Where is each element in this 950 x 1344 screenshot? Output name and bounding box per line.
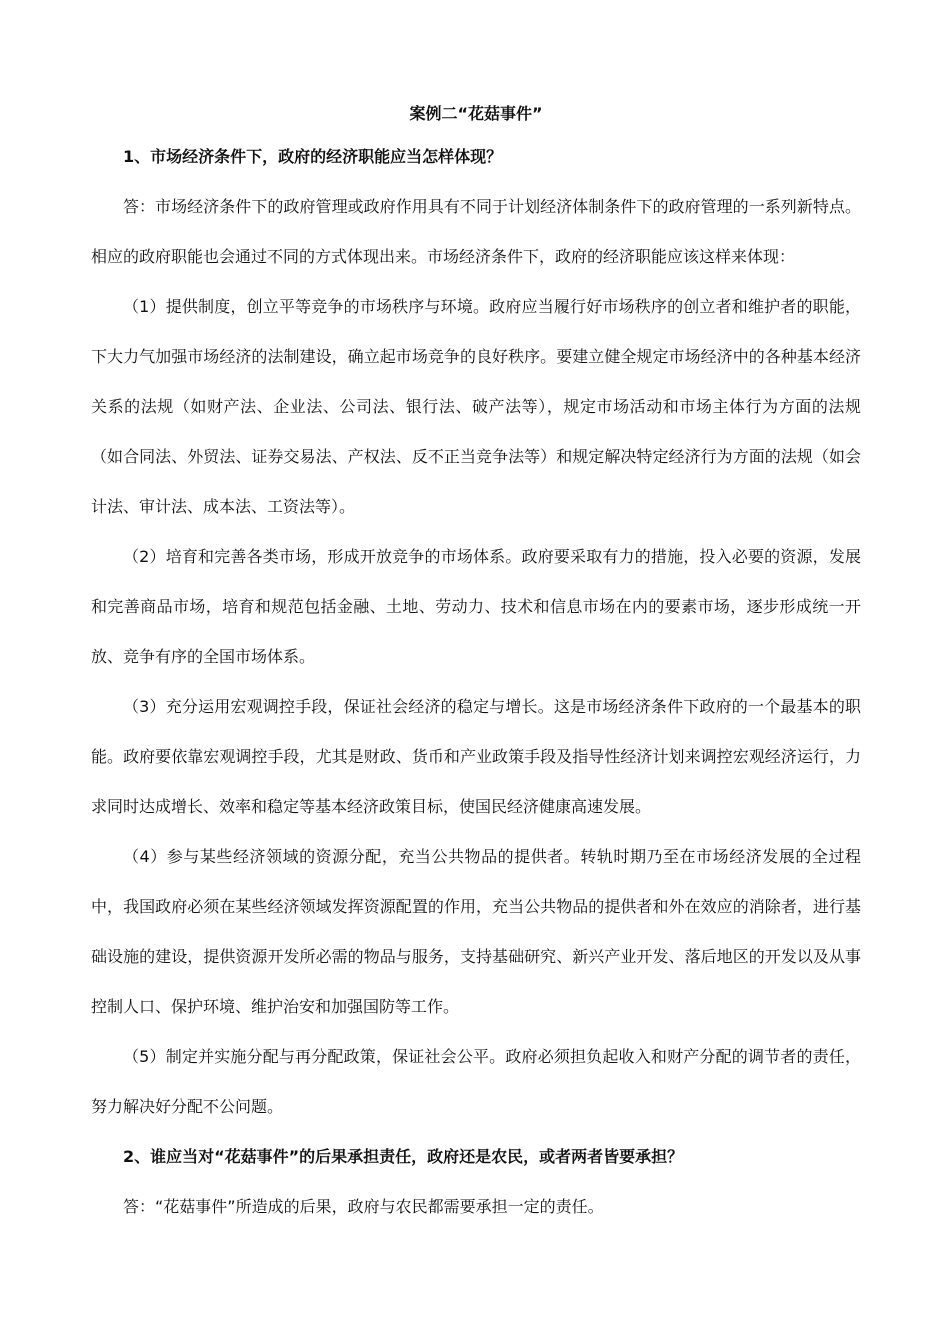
document-title: 案例二“花菇事件” [409, 104, 543, 123]
document-body [91, 98, 861, 1232]
answer-point-5: （5）制定并实施分配与再分配政策，保证社会公平。政府必须担负起收入和财产分配的调节者的责任，努力解决好分配不公问题。 [91, 1047, 861, 1116]
answer-point-4: （4）参与某些经济领域的资源分配，充当公共物品的提供者。转轨时期乃至在市场经济发展的全过程中，我国政府必须在某些经济领域发挥资源配置的作用，充当公共物品的提供者和外在效应的消除者，进行基础设施的建设，提供资源开发所必需的物品与服务，支持基础研究、新兴产业开发、落后地区的开发以及从事控制人口、保护环境、维护治安和加强国防等工作。 [91, 847, 861, 1016]
question-1-answer-intro: 答：市场经济条件下的政府管理或政府作用具有不同于计划经济体制条件下的政府管理的一系列新特点。相应的政府职能也会通过不同的方式体现出来。市场经济条件下，政府的经济职能应该这样来体现： [91, 197, 861, 266]
question-2-answer-intro: 答：“花菇事件”所造成的后果，政府与农民都需要承担一定的责任。 [123, 1197, 604, 1216]
question-1-heading: 1、市场经济条件下，政府的经济职能应当怎样体现？ [123, 147, 503, 166]
answer-point-2: （2）培育和完善各类市场，形成开放竞争的市场体系。政府要采取有力的措施，投入必要的资源，发展和完善商品市场，培育和规范包括金融、土地、劳动力、技术和信息市场在内的要素市场，逐步形成统一开放、竞争有序的全国市场体系。 [91, 547, 861, 666]
question-2-heading: 2、谁应当对“花菇事件”的后果承担责任，政府还是农民，或者两者皆要承担？ [123, 1147, 684, 1166]
answer-point-1: （1）提供制度，创立平等竞争的市场秩序与环境。政府应当履行好市场秩序的创立者和维护者的职能，下大力气加强市场经济的法制建设，确立起市场竞争的良好秩序。要建立健全规定市场经济中的各种基本经济关系的法规（如财产法、企业法、公司法、银行法、破产法等），规定市场活动和市场主体行为方面的法规（如合同法、外贸法、证券交易法、产权法、反不正当竞争法等）和规定解决特定经济行为方面的法规（如会计法、审计法、成本法、工资法等）。 [91, 297, 861, 516]
answer-point-3: （3）充分运用宏观调控手段，保证社会经济的稳定与增长。这是市场经济条件下政府的一个最基本的职能。政府要依靠宏观调控手段，尤其是财政、货币和产业政策手段及指导性经济计划来调控宏观经济运行，力求同时达成增长、效率和稳定等基本经济政策目标，使国民经济健康高速发展。 [91, 697, 861, 816]
